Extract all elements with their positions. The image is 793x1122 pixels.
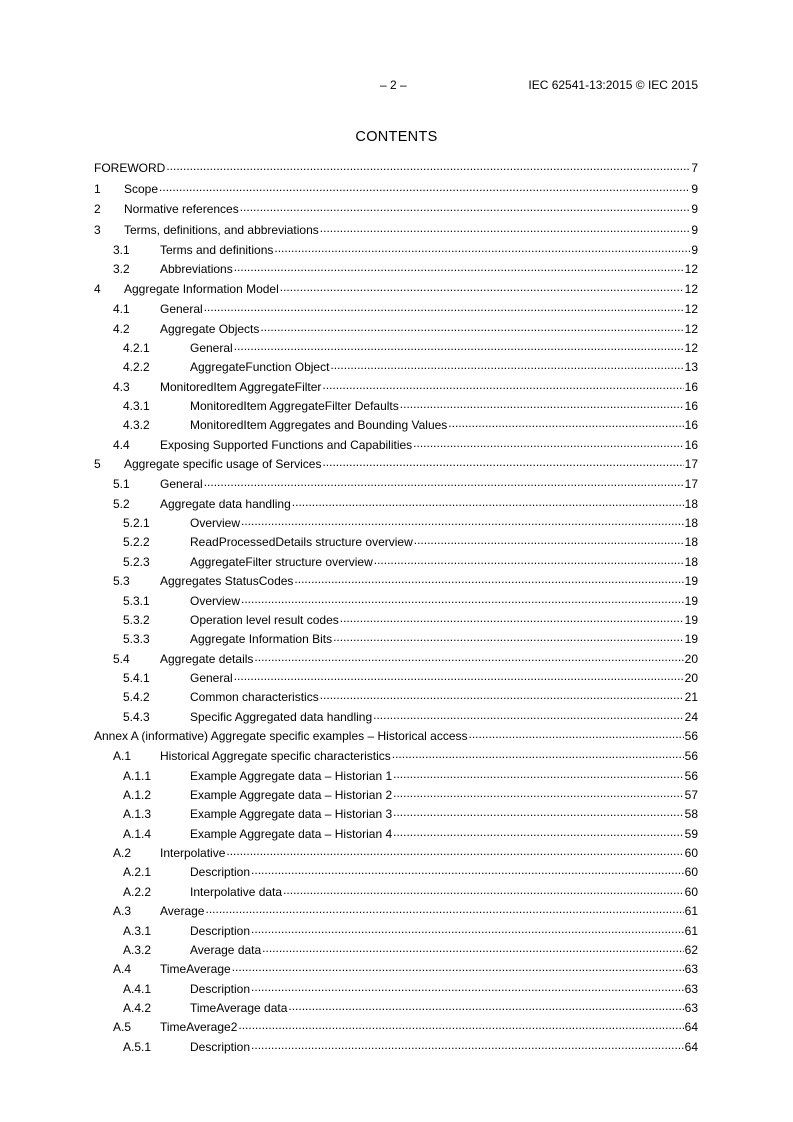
toc-entry[interactable] [94, 495, 698, 514]
toc-entry-title: Scope [124, 181, 159, 196]
toc-entry[interactable] [94, 611, 698, 630]
toc-entry-number: 4.4 [113, 437, 130, 452]
dot-leader [251, 1039, 684, 1051]
toc-entry[interactable] [94, 999, 698, 1018]
toc-entry-page: 64 [684, 1039, 698, 1054]
toc-entry[interactable] [94, 339, 698, 358]
toc-entry-page: 63 [684, 1000, 698, 1015]
dot-leader [205, 903, 683, 915]
toc-entry-number: 5.4 [113, 651, 130, 666]
toc-entry-page: 18 [684, 516, 698, 531]
toc-entry[interactable] [94, 883, 698, 902]
toc-entry[interactable] [94, 378, 698, 397]
toc-entry-page: 9 [691, 243, 698, 257]
toc-entry[interactable] [94, 397, 698, 416]
toc-entry-number: 5.2.3 [123, 554, 150, 569]
toc-entry-page: 58 [684, 807, 698, 822]
dot-leader [204, 301, 684, 313]
toc-entry[interactable] [94, 650, 698, 669]
toc-entry-number: 2 [94, 202, 101, 216]
toc-entry-page: 56 [684, 768, 698, 783]
toc-entry-title: General [160, 477, 203, 492]
dot-leader [330, 359, 683, 371]
toc-entry-title: Overview [190, 516, 241, 531]
toc-entry-page: 13 [684, 360, 698, 375]
toc-entry-number: 3 [94, 222, 101, 237]
toc-entry-title: Aggregate details [160, 651, 254, 666]
toc-entry-number: A.2.2 [123, 884, 152, 899]
toc-entry-title: Description [190, 923, 251, 938]
toc-entry-number: A.2.1 [123, 865, 152, 880]
toc-entry[interactable] [94, 260, 698, 279]
toc-entry[interactable] [94, 241, 698, 260]
toc-entry-title: Aggregate data handling [160, 496, 291, 511]
toc-entry-number: A.4.2 [123, 1000, 152, 1015]
toc-entry[interactable] [94, 863, 698, 882]
toc-entry-number: A.3.1 [123, 923, 152, 938]
toc-entry-number: 5.1 [113, 477, 130, 492]
dot-leader [374, 554, 684, 566]
toc-entry-page: 19 [684, 632, 698, 647]
toc-entry[interactable] [94, 200, 698, 221]
toc-entry-page: 12 [684, 321, 698, 336]
toc-entry-number: A.4.1 [123, 981, 152, 996]
toc-entry-page: 19 [684, 574, 698, 589]
dot-leader [288, 1000, 683, 1012]
toc-entry-title: Average [160, 904, 205, 919]
dot-leader [166, 160, 690, 172]
toc-entry[interactable] [94, 553, 698, 572]
dot-leader [393, 787, 684, 799]
dot-leader [414, 534, 684, 546]
toc-entry-title: Aggregate Information Model [124, 281, 279, 296]
toc-entry[interactable] [94, 358, 698, 377]
toc-entry-title: Example Aggregate data – Historian 1 [190, 768, 393, 783]
toc-entry-title: General [190, 340, 233, 355]
toc-entry-number: 4.2 [113, 321, 130, 336]
toc-entry-page: 9 [691, 202, 698, 216]
toc-entry-title: AggregateFunction Object [190, 360, 330, 375]
toc-entry[interactable] [94, 630, 698, 649]
toc-entry-title: Aggregate Objects [160, 321, 260, 336]
toc-entry[interactable] [94, 436, 698, 455]
toc-entry-page: 12 [684, 340, 698, 355]
dot-leader [234, 261, 684, 273]
toc-entry-page: 16 [684, 418, 698, 433]
dot-leader [232, 961, 684, 973]
toc-entry-page: 12 [684, 281, 698, 296]
dot-leader [274, 242, 690, 254]
dot-leader [251, 864, 684, 876]
dot-leader [392, 748, 684, 760]
toc-entry-page: 19 [684, 593, 698, 608]
toc-entry-number: A.2 [113, 846, 132, 861]
toc-entry[interactable] [94, 159, 698, 180]
toc-entry-title: Aggregate Information Bits [190, 632, 333, 647]
toc-entry-page: 9 [691, 181, 698, 196]
toc-entry-title: Description [190, 1039, 251, 1054]
toc-entry-page: 60 [684, 865, 698, 880]
toc-entry-number: 4.3.2 [123, 418, 150, 433]
toc-entry-page: 19 [684, 612, 698, 627]
toc-entry-number: 5.2.2 [123, 535, 150, 550]
document-id: IEC 62541-13:2015 © IEC 2015 [528, 78, 698, 92]
toc-entry-page: 18 [684, 535, 698, 550]
toc-entry-title: Annex A (informative) Aggregate specific examples – Historical access [94, 728, 468, 743]
toc-entry[interactable] [94, 786, 698, 805]
dot-leader [320, 689, 684, 701]
toc-entry[interactable] [94, 805, 698, 824]
toc-entry-number: A.1.2 [123, 788, 152, 803]
toc-entry-title: Operation level result codes [190, 612, 339, 627]
toc-entry-number: 4.3.1 [123, 398, 150, 413]
toc-entry[interactable] [94, 416, 698, 435]
toc-entry-number: 5.3 [113, 574, 130, 589]
dot-leader [204, 476, 684, 488]
toc-entry[interactable] [94, 669, 698, 688]
toc-entry[interactable] [94, 592, 698, 611]
dot-leader [260, 321, 683, 333]
toc-entry-title: Description [190, 981, 251, 996]
toc-entry[interactable] [94, 708, 698, 727]
toc-entry[interactable] [94, 941, 698, 960]
toc-entry-page: 56 [684, 728, 698, 743]
toc-entry[interactable] [94, 180, 698, 201]
toc-entry-page: 21 [684, 690, 698, 705]
toc-entry-title: MonitoredItem AggregateFilter Defaults [190, 398, 399, 413]
toc-entry-title: AggregateFilter structure overview [190, 554, 373, 569]
toc-entry-title: Interpolative [160, 846, 226, 861]
toc-entry-number: A.3.2 [123, 942, 152, 957]
toc-entry[interactable] [94, 825, 698, 844]
dot-leader [251, 981, 684, 993]
toc-entry[interactable] [94, 280, 698, 301]
dot-leader [340, 612, 684, 624]
toc-entry-page: 61 [684, 904, 698, 919]
dot-leader [373, 709, 684, 721]
toc-entry-page: 17 [684, 456, 698, 471]
toc-entry-number: 5.4.3 [123, 709, 150, 724]
toc-entry-page: 59 [684, 826, 698, 841]
toc-entry-number: 1 [94, 181, 101, 196]
dot-leader [283, 884, 684, 896]
toc-entry-title: Specific Aggregated data handling [190, 709, 373, 724]
toc-entry-number: 5.4.1 [123, 670, 150, 685]
toc-entry-page: 64 [684, 1020, 698, 1035]
dot-leader [254, 651, 683, 663]
toc-entry-number: A.1.1 [123, 768, 152, 783]
toc-entry-page: 20 [684, 651, 698, 666]
toc-entry[interactable] [94, 475, 698, 494]
toc-entry-title: Common characteristics [190, 690, 319, 705]
toc-entry-number: 4 [94, 281, 101, 296]
toc-entry[interactable] [94, 1018, 698, 1037]
toc-entry-page: 61 [684, 923, 698, 938]
toc-entry[interactable] [94, 960, 698, 979]
toc-entry-page: 57 [684, 788, 698, 803]
toc-entry-title: Aggregates StatusCodes [160, 574, 294, 589]
toc-entry-number: 4.2.1 [123, 340, 150, 355]
toc-entry-page: 7 [691, 161, 698, 175]
toc-entry-title: Overview [190, 593, 241, 608]
dot-leader [262, 942, 683, 954]
toc-entry-page: 12 [684, 302, 698, 317]
toc-entry-page: 62 [684, 942, 698, 957]
toc-entry-title: Aggregate specific usage of Services [124, 456, 322, 471]
toc-entry-title: Description [190, 865, 251, 880]
table-of-contents [94, 159, 698, 1057]
toc-entry-title: MonitoredItem AggregateFilter [160, 379, 322, 394]
toc-entry-title: FOREWORD [94, 161, 166, 175]
dot-leader [238, 1019, 683, 1031]
page-number: – 2 – [380, 78, 407, 92]
toc-entry-title: Interpolative data [190, 884, 283, 899]
toc-entry-title: General [190, 670, 233, 685]
toc-entry-title: Normative references [124, 202, 239, 216]
toc-entry[interactable] [94, 455, 698, 476]
toc-entry-title: General [160, 302, 203, 317]
toc-entry[interactable] [94, 320, 698, 339]
toc-entry-title: TimeAverage [160, 962, 231, 977]
toc-entry[interactable] [94, 1038, 698, 1057]
toc-entry-title: MonitoredItem Aggregates and Bounding Values [190, 418, 448, 433]
dot-leader [280, 281, 684, 293]
toc-entry[interactable] [94, 221, 698, 242]
toc-entry-number: 3.2 [113, 262, 130, 277]
dot-leader [393, 826, 684, 838]
dot-leader [448, 417, 683, 429]
dot-leader [320, 222, 691, 234]
dot-leader [226, 845, 683, 857]
toc-entry-page: 9 [691, 222, 698, 237]
toc-entry-page: 20 [684, 670, 698, 685]
toc-entry-number: A.1.3 [123, 807, 152, 822]
toc-entry-page: 12 [684, 262, 698, 277]
toc-entry-number: 4.2.2 [123, 360, 150, 375]
toc-entry[interactable] [94, 300, 698, 319]
toc-entry-title: TimeAverage2 [160, 1020, 238, 1035]
toc-entry-number: A.5.1 [123, 1039, 152, 1054]
toc-entry[interactable] [94, 514, 698, 533]
toc-entry-title: Abbreviations [160, 262, 233, 277]
toc-entry-title: Example Aggregate data – Historian 4 [190, 826, 393, 841]
toc-entry-page: 18 [684, 496, 698, 511]
toc-entry-page: 16 [684, 437, 698, 452]
toc-entry[interactable] [94, 902, 698, 921]
toc-entry[interactable] [94, 747, 698, 766]
dot-leader [241, 515, 684, 527]
dot-leader [322, 379, 683, 391]
toc-entry-number: 5.2.1 [123, 516, 150, 531]
dot-leader [393, 768, 684, 780]
toc-entry-title: Historical Aggregate specific characteristics [160, 749, 391, 764]
dot-leader [393, 806, 684, 818]
toc-entry[interactable] [94, 980, 698, 999]
dot-leader [413, 437, 683, 449]
toc-entry-number: 5.3.3 [123, 632, 150, 647]
toc-entry-title: Example Aggregate data – Historian 3 [190, 807, 393, 822]
page-title: CONTENTS [355, 129, 438, 145]
toc-entry-title: ReadProcessedDetails structure overview [190, 535, 413, 550]
toc-entry[interactable] [94, 572, 698, 591]
toc-entry-number: 5.3.1 [123, 593, 150, 608]
toc-entry-title: Example Aggregate data – Historian 2 [190, 788, 393, 803]
toc-entry-number: A.1.4 [123, 826, 152, 841]
toc-entry-title: TimeAverage data [190, 1000, 288, 1015]
toc-entry-title: Exposing Supported Functions and Capabilities [160, 437, 413, 452]
toc-entry[interactable] [94, 533, 698, 552]
toc-entry-page: 56 [684, 749, 698, 764]
toc-entry-number: A.1 [113, 749, 132, 764]
toc-entry-title: Terms and definitions [160, 243, 274, 257]
dot-leader [234, 670, 684, 682]
toc-entry-page: 16 [684, 379, 698, 394]
toc-entry[interactable] [94, 688, 698, 707]
toc-entry-page: 63 [684, 962, 698, 977]
dot-leader [251, 923, 684, 935]
toc-entry[interactable] [94, 844, 698, 863]
toc-entry-number: 5.2 [113, 496, 130, 511]
toc-entry-number: 5.3.2 [123, 612, 150, 627]
toc-entry-page: 16 [684, 398, 698, 413]
dot-leader [240, 201, 691, 213]
dot-leader [469, 728, 684, 740]
dot-leader [292, 496, 684, 508]
toc-entry-page: 60 [684, 846, 698, 861]
toc-entry-number: 5 [94, 456, 101, 471]
toc-entry[interactable] [94, 922, 698, 941]
toc-entry-number: 5.4.2 [123, 690, 150, 705]
toc-entry-number: 4.3 [113, 379, 130, 394]
dot-leader [159, 181, 690, 193]
dot-leader [294, 573, 683, 585]
toc-entry-page: 24 [684, 709, 698, 724]
toc-entry[interactable] [94, 767, 698, 786]
toc-entry-page: 18 [684, 554, 698, 569]
toc-entry[interactable] [94, 727, 698, 748]
toc-entry-title: Average data [190, 942, 262, 957]
toc-entry-number: 3.1 [113, 243, 130, 257]
dot-leader [241, 593, 684, 605]
toc-entry-page: 63 [684, 981, 698, 996]
toc-entry-number: A.3 [113, 904, 132, 919]
toc-entry-number: 4.1 [113, 302, 130, 317]
dot-leader [400, 398, 684, 410]
dot-leader [322, 456, 683, 468]
dot-leader [333, 631, 684, 643]
page-header [0, 78, 793, 94]
toc-entry-page: 17 [684, 477, 698, 492]
toc-entry-page: 60 [684, 884, 698, 899]
toc-entry-number: A.4 [113, 962, 132, 977]
dot-leader [234, 340, 684, 352]
toc-entry-title: Terms, definitions, and abbreviations [124, 222, 319, 237]
toc-entry-number: A.5 [113, 1020, 132, 1035]
